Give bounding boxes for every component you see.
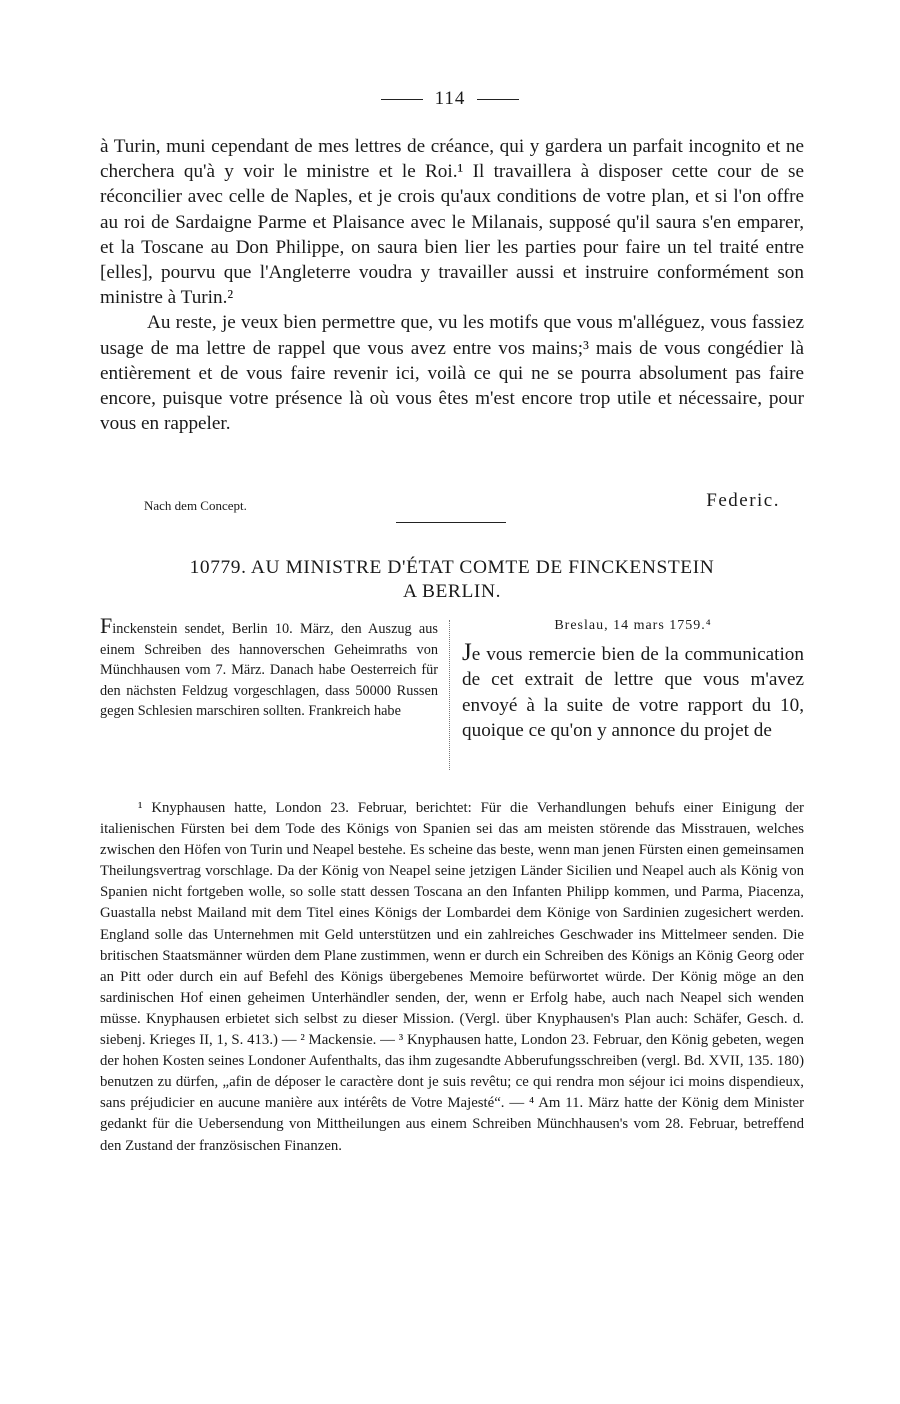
summary-initial: F [100, 613, 113, 638]
letter-heading [100, 556, 804, 604]
letter-text: e vous remercie bien de la communication de cet extrait de lettre que vous m'avez envoyé à la suite de votre rapport du 10, quoique ce qu'on y annonce du projet de [462, 644, 804, 742]
summary-text: inckenstein sendet, Berlin 10. März, den Auszug aus einem Schreiben des hannoverschen Geheimraths von Münchhausen vom 7. März. Danach habe Oesterreich für den nächsten Feldzug vorgeschlagen, dass 50000 Russen gegen Schlesien marschiren sollten. Frankreich habe [100, 621, 438, 720]
letter-heading-line2: A BERLIN. [402, 581, 502, 602]
page-number: 114 [434, 88, 466, 109]
footnotes [100, 798, 804, 1157]
summary-column [100, 613, 438, 722]
page-header [0, 88, 900, 114]
letter-initial: J [462, 639, 472, 666]
closing-row [144, 490, 804, 514]
signature: Federic. [706, 490, 780, 511]
letter-column [462, 616, 804, 744]
letter-heading-line1: 10779. AU MINISTRE D'ÉTAT COMTE DE FINCKENSTEIN [189, 557, 715, 578]
letter-columns [100, 613, 804, 776]
header-rule-right [477, 99, 519, 100]
letter-body-continued [100, 134, 804, 436]
dateline: Breslau, 14 mars 1759.⁴ [554, 618, 712, 633]
header-rule-left [381, 99, 423, 100]
section-divider [396, 522, 506, 523]
body-paragraph-2: Au reste, je veux bien permettre que, vu les motifs que vous m'alléguez, vous fassiez usage de ma lettre de rappel que vous avez entre vos mains;³ mais de vous congédier là entièrement et de vous faire revenir ici, voilà ce qui ne se pourra absolument pas faire encore, puisque votre présence là où vous êtes m'est encore trop utile et nécessaire, pour vous en rappeler. [100, 312, 804, 435]
source-note: Nach dem Concept. [144, 498, 247, 513]
body-paragraph-1: à Turin, muni cependant de mes lettres de créance, qui y gardera un parfait incognito et ne cherchera qu'à y voir le ministre et le Roi.¹ Il travaillera à disposer cette cour de se réconcilier avec celle de Naples, et je crois qu'aux conditions de votre plan, et si l'on offre au roi de Sardaigne Parme et Plaisance avec le Milanais, supposé qu'il saura s'en emparer, et la Toscane au Don Philippe, on saura bien lier les parties pour faire un tel traité entre [elles], pourvu que l'Angleterre voudra y travailler aussi et instruire conformément son ministre à Turin.² [100, 136, 804, 309]
letter-opening [462, 640, 804, 744]
column-separator [449, 620, 450, 770]
footnotes-text: ¹ Knyphausen hatte, London 23. Februar, berichtet: Für die Verhandlungen behufs einer Einigung der italienischen Fürsten bei dem Tode des Königs von Spanien sei das am meisten störende das Misstrauen, welches zwischen den Höfen von Turin und Neapel bestehe. Es scheine das beste, wenn man jenen Fürsten einen gemeinsamen Theilungsvertrag vorschlage. Da der König von Neapel seine jetzigen Länder Sicilien und Neapel auch als König von Spanien nicht fortgeben wolle, so solle statt dessen Toscana an den Infanten Philipp kommen, und Parma, Piacenza, Guastalla nebst Mailand mit dem Titel eines Königs der Lombardei dem Könige von Sardinien zugesichert werden. England solle das Unternehmen mit Geld unterstützen und ein zahlreiches Geschwader ins Mittelmeer senden. Die britischen Staatsmänner würden dem Plane zustimmen, wenn er durch ein Schreiben des Königs an König Georg oder an Pitt oder durch ein auf Befehl des Königs übergebenes Memoire befürwortet würde. Der König möge an den sardinischen Hof einen geheimen Unterhändler senden, der, wenn er Erfolg habe, auch nach Neapel sich wenden müsse. Knyphausen erbietet sich selbst zu dieser Mission. (Vergl. über Knyphausen's Plan auch: Schäfer, Gesch. d. siebenj. Krieges II, 1, S. 413.) — ² Mackensie. — ³ Knyphausen hatte, London 23. Februar, den König gebeten, wegen der hohen Kosten seines Londoner Aufenthalts, das ihm zugesandte Abberufungsschreiben (vergl. Bd. XVII, 135. 180) benutzen zu dürfen, „afin de déposer le caractère dont je suis revêtu; ce qui rendra mon séjour ici moins dispendieux, sans préjudicier en aucune manière aux intérêts de Votre Majesté“. — ⁴ Am 11. März hatte der König dem Minister gedankt für die Uebersendung von Mittheilungen aus einem Schreiben Münchhausen's vom 28. Februar, betreffend den Zustand der französischen Finanzen. [100, 800, 804, 1154]
